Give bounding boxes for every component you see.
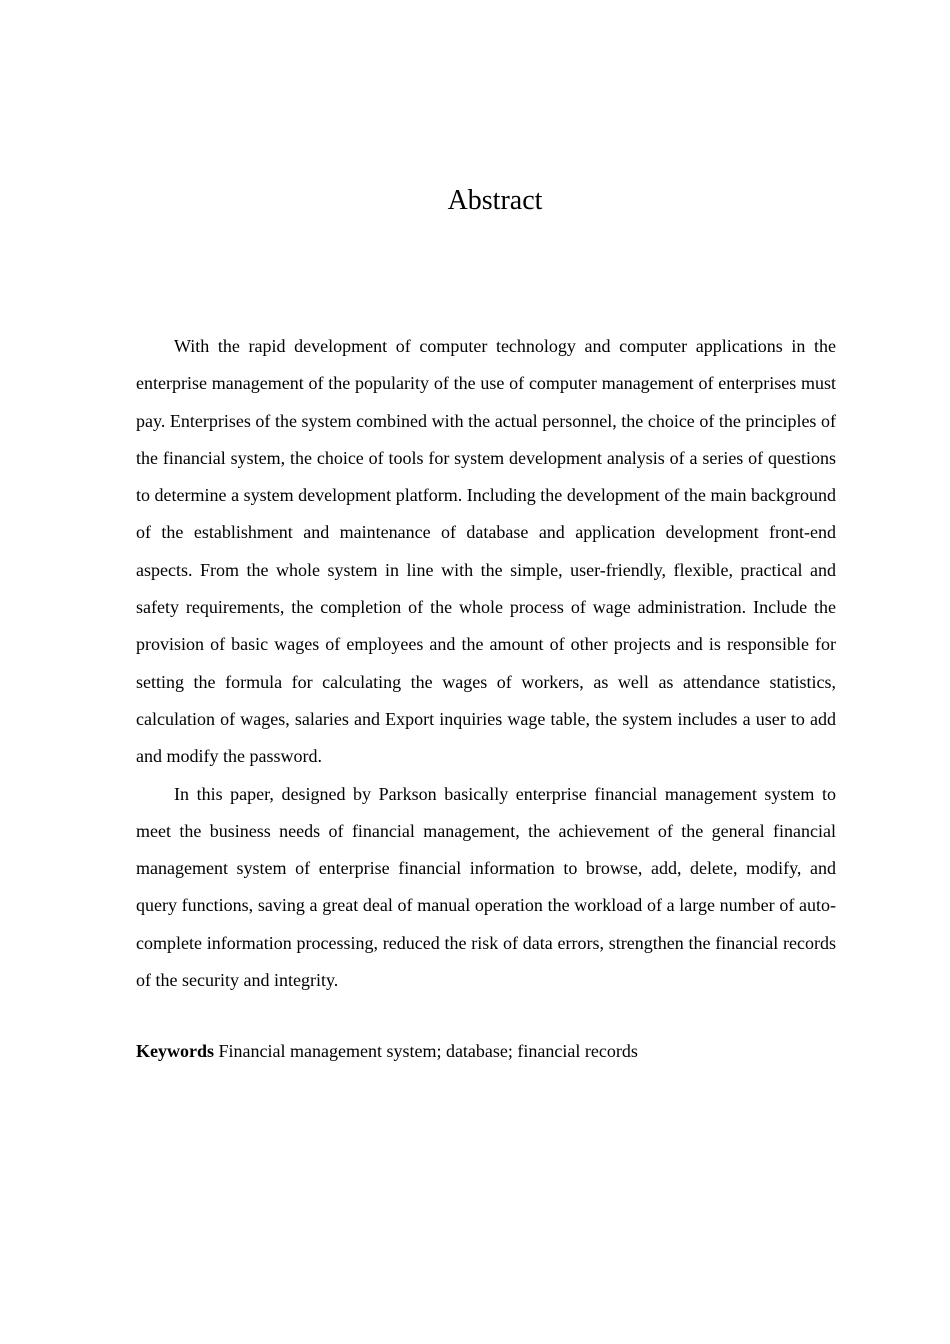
keywords-label: Keywords [136, 1041, 214, 1061]
abstract-paragraph-2: In this paper, designed by Parkson basically enterprise financial management system to meet the business needs of financial management, the achievement of the general financial management system of enterprise financial information to browse, add, delete, modify, and query functions, saving a great deal of manual operation the workload of a large number of auto-complete information processing, reduced the risk of data errors, strengthen the financial records of the security and integrity. [136, 783, 836, 991]
keywords-line [136, 1033, 836, 1070]
page-title: Abstract [447, 185, 543, 216]
abstract-paragraph-1: With the rapid development of computer technology and computer applications in the enterprise management of the popularity of the use of computer management of enterprises must pay. Enterprises of the system combined with the actual personnel, the choice of the principles of the financial system, the choice of tools for system development analysis of a series of questions to determine a system development platform. Including the development of the main background of the establishment and maintenance of database and application development front-end aspects. From the whole system in line with the simple, user-friendly, flexible, practical and safety requirements, the completion of the whole process of wage administration. Include the provision of basic wages of employees and the amount of other projects and is responsible for setting the formula for calculating the wages of workers, as well as attendance statistics, calculation of wages, salaries and Export inquiries wage table, the system includes a user to add and modify the password. [136, 336, 836, 767]
keywords-text: Financial management system; database; financial records [218, 1041, 638, 1061]
abstract-body [136, 328, 836, 999]
